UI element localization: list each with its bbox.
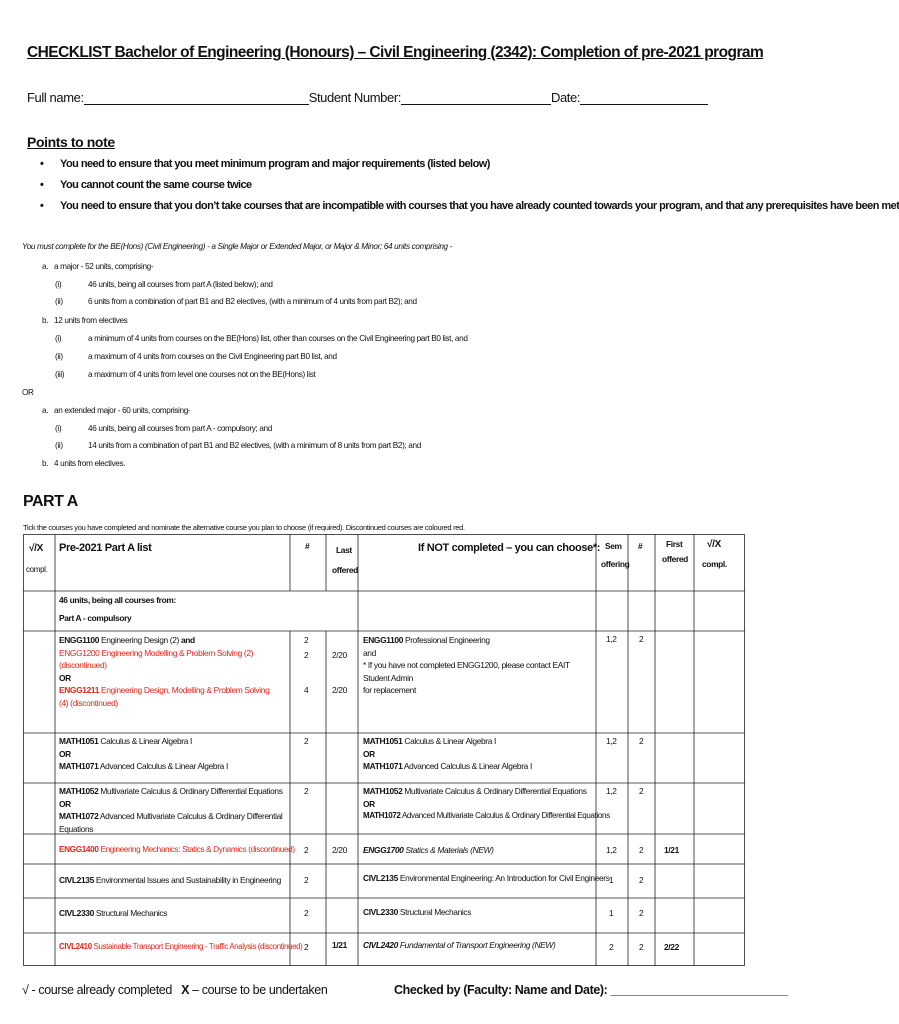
student-number-label: Student Number:: [308, 90, 401, 105]
sem-cell: 1,2: [606, 786, 617, 796]
units-cell: 2: [304, 845, 309, 855]
sem-cell: 2: [609, 942, 614, 952]
rule-text: 14 units from a combination of part B1 and B2 electives, (with a minimum of 8 units from part B2); and: [88, 441, 421, 450]
sem-cell: 1: [609, 908, 614, 918]
units-cell: 2: [639, 634, 644, 644]
rule-marker: (i): [55, 280, 62, 289]
units-cell: 2: [304, 736, 309, 746]
units-cell: 2: [639, 875, 644, 885]
rules-intro: You must complete for the BE(Hons) (Civil Engineering) - a Single Major or Extended Major, or Major & Minor; 64 units comprising -: [22, 242, 453, 251]
units-cell: 2: [304, 786, 309, 796]
header-first-offered: offered: [662, 554, 688, 564]
part-a-table: [23, 534, 745, 966]
point-item: • You need to ensure that you don’t take courses that are incompatible with courses that you have already counted towards your program, and that any prerequisites have been met: [40, 200, 760, 221]
units-cell: 2: [304, 908, 309, 918]
table-row: CIVL2410 Sustainable Transport Engineering - Traffic Analysis (discontinued): [59, 942, 303, 951]
header-first: First: [666, 539, 683, 549]
rule-marker: (ii): [55, 297, 63, 306]
header-units: #: [305, 541, 310, 551]
date-label: Date:: [550, 90, 581, 105]
rule-marker: b.: [42, 459, 49, 468]
alternative-course-cell: ENGG1100 Professional Engineering and * If you have not completed ENGG1200, please contact EAIT Student Admin for replacement: [363, 635, 570, 695]
header-compl-mark-right: √/X: [707, 539, 721, 550]
rule-marker: a.: [42, 406, 49, 415]
alternative-course-cell: CIVL2135 Environmental Engineering: An Introduction for Civil Engineers: [363, 873, 610, 883]
last-offered-cell: 2/20: [332, 685, 347, 695]
rule-marker: (ii): [55, 352, 63, 361]
header-last-offered: offered: [332, 565, 358, 575]
rule-text: 46 units, being all courses from part A - compulsory; and: [88, 424, 272, 433]
full-name-label: Full name:: [27, 90, 84, 105]
full-name-field[interactable]: [84, 91, 309, 105]
points-list: [40, 158, 899, 221]
sem-cell: 1,2: [606, 634, 617, 644]
sem-cell: 1: [609, 875, 614, 885]
header-last: Last: [336, 545, 352, 555]
units-cell: 2: [304, 650, 309, 660]
date-field[interactable]: [580, 91, 708, 105]
rule-text: 6 units from a combination of part B1 and B2 electives, (with a minimum of 4 units from part B2); and: [88, 297, 417, 306]
units-cell: 2: [639, 736, 644, 746]
alternative-course-cell: MATH1052 Multivariate Calculus & Ordinary Differential Equations OR MATH1072 Advanced Multivariate Calculus & Ordinary Differential Equations: [363, 786, 610, 820]
table-row: MATH1052 Multivariate Calculus & Ordinary Differential Equations OR MATH1072 Advanced Multivariate Calculus & Ordinary Differential Equations: [59, 786, 283, 834]
last-offered-cell: 2/20: [332, 650, 347, 660]
header-sem-offering: offering: [601, 559, 630, 569]
points-to-note-heading: Points to note: [27, 134, 115, 150]
header-compl-label: compl.: [26, 565, 48, 574]
rule-text: 12 units from electives: [54, 316, 128, 325]
units-cell: 2: [304, 635, 309, 645]
student-number-field[interactable]: [401, 91, 551, 105]
rule-or: OR: [22, 388, 34, 397]
table-row: CIVL2135 Environmental Issues and Sustainability in Engineering: [59, 875, 281, 885]
part-a-note: Tick the courses you have completed and nominate the alternative course you plan to choose (if required). Discontinued courses are coloured red.: [23, 523, 465, 532]
table-row: ENGG1100 Engineering Design (2) and ENGG1200 Engineering Modelling & Problem Solving (2) (discontinued) OR ENGG1211 Engineering Design, Modelling & Problem Solving (4) (discontinued): [59, 635, 270, 708]
rule-marker: b.: [42, 316, 49, 325]
section-subtitle: Part A - compulsory: [59, 613, 132, 623]
rule-text: a major - 52 units, comprising-: [54, 262, 154, 271]
part-a-heading: PART A: [23, 493, 78, 510]
student-info-line: [27, 90, 747, 105]
units-cell: 2: [639, 786, 644, 796]
rule-marker: (i): [55, 424, 62, 433]
rule-marker: (i): [55, 334, 62, 343]
header-list: Pre-2021 Part A list: [59, 542, 152, 554]
units-cell: 2: [304, 875, 309, 885]
rule-text: a maximum of 4 units from courses on the Civil Engineering part B0 list, and: [88, 352, 337, 361]
cross-legend-text: – course to be undertaken: [189, 983, 328, 997]
last-offered-cell: 2/20: [332, 845, 347, 855]
alternative-course-cell: CIVL2330 Structural Mechanics: [363, 907, 472, 917]
point-item: • You need to ensure that you meet minimum program and major requirements (listed below): [40, 158, 760, 179]
header-choose: If NOT completed – you can choose*:: [418, 542, 601, 554]
rule-text: 4 units from electives.: [54, 459, 126, 468]
units-cell: 2: [639, 845, 644, 855]
first-offered-cell: 1/21: [664, 845, 679, 855]
first-offered-cell: 2/22: [664, 942, 679, 952]
table-row: MATH1051 Calculus & Linear Algebra I OR MATH1071 Advanced Calculus & Linear Algebra I: [59, 736, 228, 771]
cross-symbol: X: [181, 983, 190, 997]
checked-by: Checked by (Faculty: Name and Date): ___________________________: [394, 983, 788, 997]
last-offered-cell: 1/21: [332, 940, 347, 950]
sem-cell: 1,2: [606, 736, 617, 746]
tick-legend-text: - course already completed: [28, 983, 172, 997]
sem-cell: 1,2: [606, 845, 617, 855]
header-compl-label-right: compl.: [702, 559, 727, 569]
units-cell: 2: [639, 942, 644, 952]
page-title: CHECKLIST Bachelor of Engineering (Honours) – Civil Engineering (2342): Completion of pre-2021 program: [27, 44, 764, 61]
rule-text: an extended major - 60 units, comprising-: [54, 406, 191, 415]
alternative-course-cell: MATH1051 Calculus & Linear Algebra I OR MATH1071 Advanced Calculus & Linear Algebra I: [363, 736, 532, 771]
units-cell: 4: [304, 685, 309, 695]
header-sem: Sem: [605, 541, 622, 551]
rule-text: a minimum of 4 units from courses on the BE(Hons) list, other than courses on the Civil Engineering part B0 list, and: [88, 334, 468, 343]
rule-text: a maximum of 4 units from level one courses not on the BE(Hons) list: [88, 370, 316, 379]
tick-symbol: √: [22, 983, 29, 997]
rule-marker: (ii): [55, 441, 63, 450]
table-row: ENGG1400 Engineering Mechanics: Statics & Dynamics (discontinued): [59, 845, 295, 854]
alternative-course-cell: ENGG1700 Statics & Materials (NEW): [363, 845, 494, 855]
point-item: • You cannot count the same course twice: [40, 179, 760, 200]
header-units-2: #: [638, 541, 643, 551]
alternative-course-cell: CIVL2420 Fundamental of Transport Engineering (NEW): [363, 940, 556, 950]
rule-marker: a.: [42, 262, 49, 271]
rule-text: 46 units, being all courses from part A (listed below); and: [88, 280, 273, 289]
header-compl-mark: √/X: [29, 543, 43, 554]
rule-marker: (iii): [55, 370, 65, 379]
legend: [22, 983, 327, 997]
units-cell: 2: [304, 942, 309, 952]
units-cell: 2: [639, 908, 644, 918]
section-title: 46 units, being all courses from:: [59, 595, 176, 605]
table-row: CIVL2330 Structural Mechanics: [59, 908, 168, 918]
